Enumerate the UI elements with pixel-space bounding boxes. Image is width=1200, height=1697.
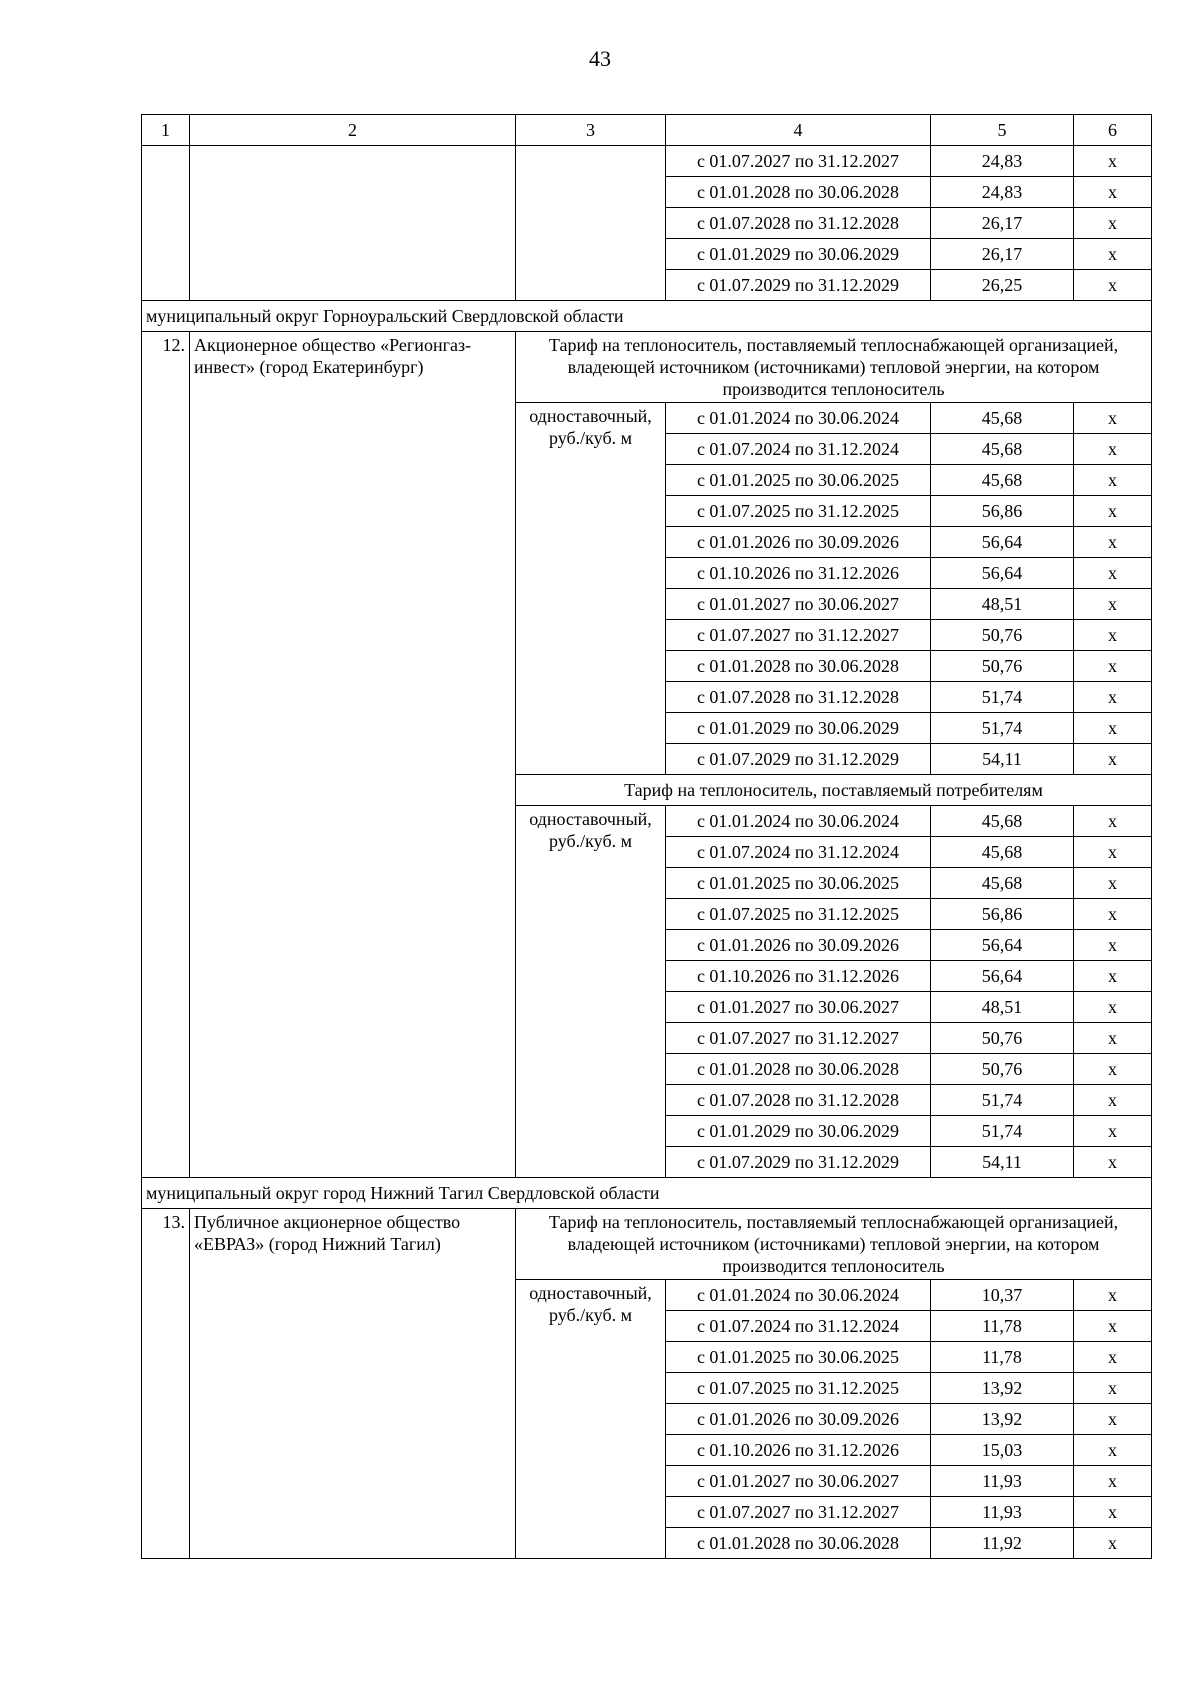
period-cell: с 01.07.2024 по 31.12.2024	[666, 837, 931, 868]
value-cell: 50,76	[931, 651, 1074, 682]
tariff-type: одноставочный, руб./куб. м	[516, 1280, 666, 1559]
value-cell: 24,83	[931, 146, 1074, 177]
value-cell: 48,51	[931, 992, 1074, 1023]
value-cell: 13,92	[931, 1404, 1074, 1435]
period-cell: с 01.01.2025 по 30.06.2025	[666, 1342, 931, 1373]
period-cell: с 01.01.2026 по 30.09.2026	[666, 930, 931, 961]
org-name: Акционерное общество «Регионгаз-инвест» (город Екатеринбург)	[190, 332, 516, 1178]
district-name: муниципальный округ Горноуральский Свердловской области	[142, 301, 1152, 332]
value-cell: 45,68	[931, 806, 1074, 837]
period-cell: с 01.01.2024 по 30.06.2024	[666, 1280, 931, 1311]
value-cell: 10,37	[931, 1280, 1074, 1311]
value-cell: 45,68	[931, 868, 1074, 899]
period-cell: с 01.07.2024 по 31.12.2024	[666, 1311, 931, 1342]
period-cell: с 01.07.2024 по 31.12.2024	[666, 434, 931, 465]
mark-cell: х	[1074, 1280, 1152, 1311]
district-row	[142, 1178, 1152, 1209]
org-number: 12.	[142, 332, 190, 1178]
mark-cell: х	[1074, 239, 1152, 270]
tariff-type: одноставочный, руб./куб. м	[516, 403, 666, 775]
period-cell: с 01.01.2029 по 30.06.2029	[666, 713, 931, 744]
value-cell: 15,03	[931, 1435, 1074, 1466]
district-row	[142, 301, 1152, 332]
mark-cell: х	[1074, 1373, 1152, 1404]
value-cell: 11,78	[931, 1311, 1074, 1342]
value-cell: 51,74	[931, 713, 1074, 744]
header-cell: 5	[931, 115, 1074, 146]
header-cell: 3	[516, 115, 666, 146]
tariff-table	[141, 114, 1152, 1559]
value-cell: 51,74	[931, 1085, 1074, 1116]
value-cell: 56,64	[931, 558, 1074, 589]
tariff-title: Тариф на теплоноситель, поставляемый потребителям	[516, 775, 1152, 806]
value-cell: 26,17	[931, 239, 1074, 270]
tariff-title: Тариф на теплоноситель, поставляемый теплоснабжающей организацией, владеющей источником (источниками) тепловой энергии, на котором производится теплоноситель	[516, 1209, 1152, 1280]
period-cell: с 01.01.2029 по 30.06.2029	[666, 1116, 931, 1147]
mark-cell: х	[1074, 527, 1152, 558]
mark-cell: х	[1074, 1085, 1152, 1116]
period-cell: с 01.01.2028 по 30.06.2028	[666, 177, 931, 208]
mark-cell: х	[1074, 1466, 1152, 1497]
period-cell: с 01.07.2029 по 31.12.2029	[666, 1147, 931, 1178]
value-cell: 56,64	[931, 527, 1074, 558]
empty-cell	[190, 146, 516, 301]
value-cell: 51,74	[931, 682, 1074, 713]
period-cell: с 01.01.2026 по 30.09.2026	[666, 1404, 931, 1435]
value-cell: 56,64	[931, 930, 1074, 961]
period-cell: с 01.10.2026 по 31.12.2026	[666, 1435, 931, 1466]
period-cell: с 01.07.2029 по 31.12.2029	[666, 270, 931, 301]
period-cell: с 01.07.2027 по 31.12.2027	[666, 620, 931, 651]
period-cell: с 01.07.2025 по 31.12.2025	[666, 899, 931, 930]
value-cell: 13,92	[931, 1373, 1074, 1404]
mark-cell: х	[1074, 1147, 1152, 1178]
period-cell: с 01.01.2025 по 30.06.2025	[666, 868, 931, 899]
value-cell: 56,86	[931, 496, 1074, 527]
mark-cell: х	[1074, 1435, 1152, 1466]
period-cell: с 01.07.2028 по 31.12.2028	[666, 682, 931, 713]
mark-cell: х	[1074, 1054, 1152, 1085]
header-cell: 4	[666, 115, 931, 146]
mark-cell: х	[1074, 146, 1152, 177]
period-cell: с 01.01.2026 по 30.09.2026	[666, 527, 931, 558]
tariff-title: Тариф на теплоноситель, поставляемый теплоснабжающей организацией, владеющей источником (источниками) тепловой энергии, на котором производится теплоноситель	[516, 332, 1152, 403]
mark-cell: х	[1074, 589, 1152, 620]
org-number: 13.	[142, 1209, 190, 1559]
period-cell: с 01.01.2028 по 30.06.2028	[666, 1528, 931, 1559]
value-cell: 45,68	[931, 403, 1074, 434]
value-cell: 26,25	[931, 270, 1074, 301]
value-cell: 11,78	[931, 1342, 1074, 1373]
value-cell: 11,92	[931, 1528, 1074, 1559]
mark-cell: х	[1074, 899, 1152, 930]
org-name: Публичное акционерное общество «ЕВРАЗ» (город Нижний Тагил)	[190, 1209, 516, 1559]
mark-cell: х	[1074, 465, 1152, 496]
period-cell: с 01.10.2026 по 31.12.2026	[666, 961, 931, 992]
mark-cell: х	[1074, 837, 1152, 868]
mark-cell: х	[1074, 651, 1152, 682]
period-cell: с 01.10.2026 по 31.12.2026	[666, 558, 931, 589]
value-cell: 45,68	[931, 837, 1074, 868]
mark-cell: х	[1074, 208, 1152, 239]
period-cell: с 01.01.2027 по 30.06.2027	[666, 1466, 931, 1497]
mark-cell: х	[1074, 270, 1152, 301]
empty-cell	[516, 146, 666, 301]
period-cell: с 01.01.2024 по 30.06.2024	[666, 403, 931, 434]
mark-cell: х	[1074, 1528, 1152, 1559]
value-cell: 56,64	[931, 961, 1074, 992]
period-cell: с 01.07.2025 по 31.12.2025	[666, 496, 931, 527]
value-cell: 54,11	[931, 744, 1074, 775]
header-cell: 1	[142, 115, 190, 146]
period-cell: с 01.01.2027 по 30.06.2027	[666, 992, 931, 1023]
mark-cell: х	[1074, 1497, 1152, 1528]
value-cell: 56,86	[931, 899, 1074, 930]
period-cell: с 01.01.2028 по 30.06.2028	[666, 1054, 931, 1085]
value-cell: 50,76	[931, 1023, 1074, 1054]
period-cell: с 01.01.2028 по 30.06.2028	[666, 651, 931, 682]
header-cell: 2	[190, 115, 516, 146]
value-cell: 11,93	[931, 1466, 1074, 1497]
mark-cell: х	[1074, 558, 1152, 589]
header-cell: 6	[1074, 115, 1152, 146]
value-cell: 11,93	[931, 1497, 1074, 1528]
period-cell: с 01.07.2029 по 31.12.2029	[666, 744, 931, 775]
value-cell: 45,68	[931, 465, 1074, 496]
mark-cell: х	[1074, 496, 1152, 527]
mark-cell: х	[1074, 744, 1152, 775]
page-number: 43	[589, 46, 611, 71]
period-cell: с 01.07.2028 по 31.12.2028	[666, 208, 931, 239]
org-row	[142, 332, 1152, 403]
period-cell: с 01.07.2028 по 31.12.2028	[666, 1085, 931, 1116]
period-cell: с 01.01.2025 по 30.06.2025	[666, 465, 931, 496]
period-cell: с 01.01.2027 по 30.06.2027	[666, 589, 931, 620]
mark-cell: х	[1074, 992, 1152, 1023]
tariff-type: одноставочный, руб./куб. м	[516, 806, 666, 1178]
mark-cell: х	[1074, 620, 1152, 651]
mark-cell: х	[1074, 403, 1152, 434]
mark-cell: х	[1074, 1116, 1152, 1147]
header-row	[142, 115, 1152, 146]
period-cell: с 01.07.2027 по 31.12.2027	[666, 1023, 931, 1054]
period-cell: с 01.07.2027 по 31.12.2027	[666, 1497, 931, 1528]
mark-cell: х	[1074, 930, 1152, 961]
mark-cell: х	[1074, 177, 1152, 208]
mark-cell: х	[1074, 682, 1152, 713]
mark-cell: х	[1074, 868, 1152, 899]
mark-cell: х	[1074, 434, 1152, 465]
value-cell: 50,76	[931, 620, 1074, 651]
value-cell: 24,83	[931, 177, 1074, 208]
mark-cell: х	[1074, 1023, 1152, 1054]
mark-cell: х	[1074, 1311, 1152, 1342]
mark-cell: х	[1074, 1404, 1152, 1435]
org-row	[142, 1209, 1152, 1280]
district-name: муниципальный округ город Нижний Тагил Свердловской области	[142, 1178, 1152, 1209]
value-cell: 26,17	[931, 208, 1074, 239]
empty-cell	[142, 146, 190, 301]
value-cell: 50,76	[931, 1054, 1074, 1085]
period-cell: с 01.07.2027 по 31.12.2027	[666, 146, 931, 177]
table-row	[142, 146, 1152, 177]
value-cell: 54,11	[931, 1147, 1074, 1178]
value-cell: 48,51	[931, 589, 1074, 620]
mark-cell: х	[1074, 713, 1152, 744]
period-cell: с 01.01.2029 по 30.06.2029	[666, 239, 931, 270]
period-cell: с 01.07.2025 по 31.12.2025	[666, 1373, 931, 1404]
period-cell: с 01.01.2024 по 30.06.2024	[666, 806, 931, 837]
mark-cell: х	[1074, 961, 1152, 992]
mark-cell: х	[1074, 806, 1152, 837]
value-cell: 51,74	[931, 1116, 1074, 1147]
mark-cell: х	[1074, 1342, 1152, 1373]
value-cell: 45,68	[931, 434, 1074, 465]
